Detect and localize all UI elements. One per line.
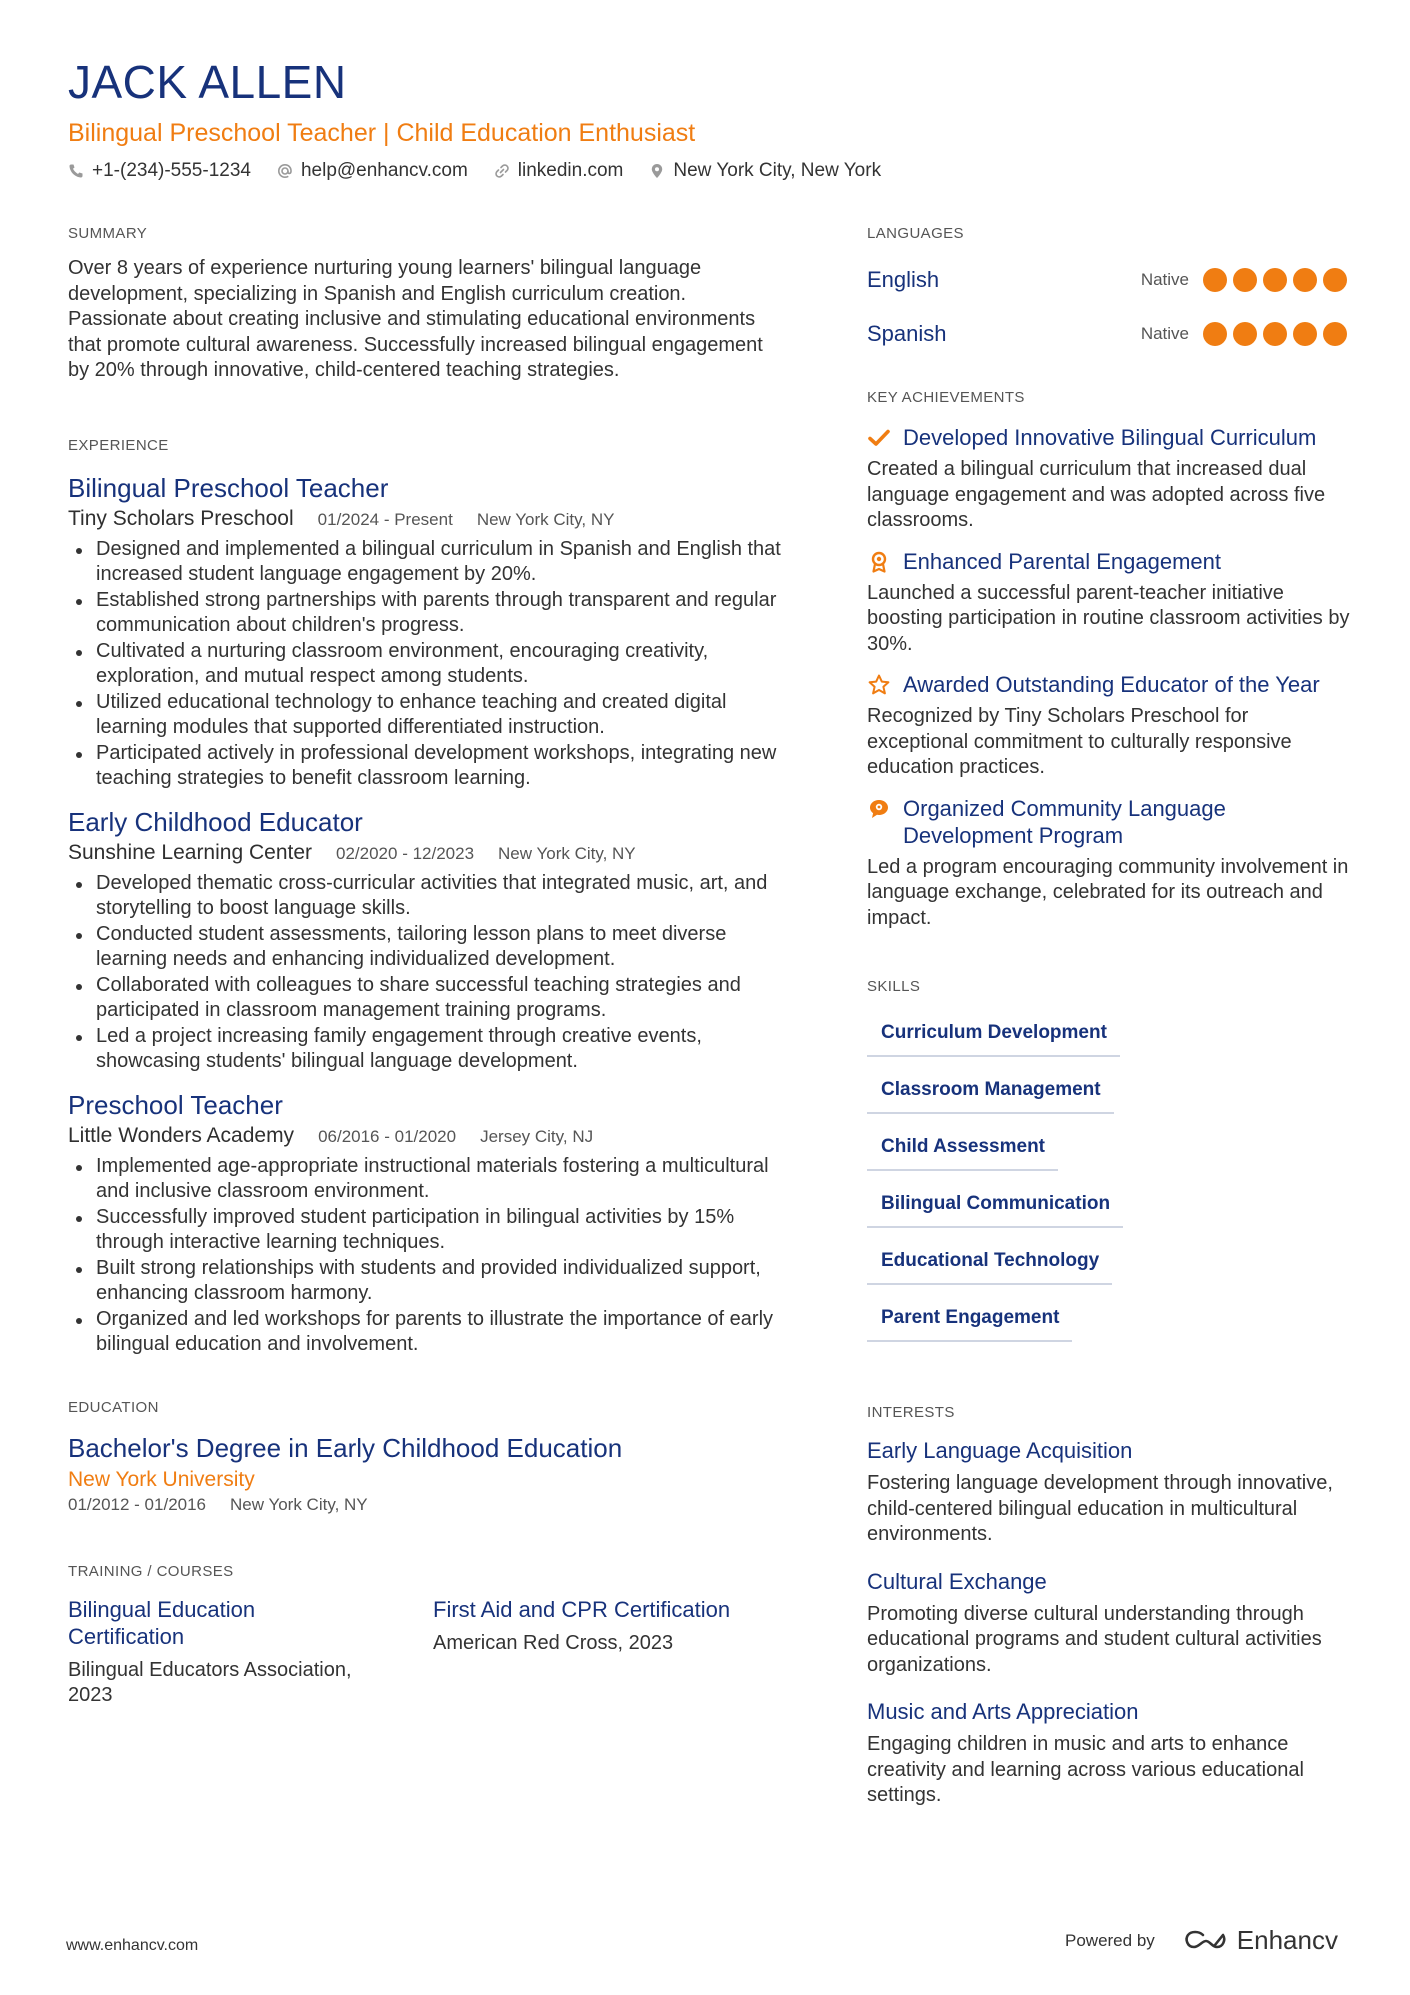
- achievement-title: Organized Community Language Development Program: [903, 795, 1226, 848]
- job-entry: [68, 806, 798, 1075]
- education-location: New York City, NY: [230, 1494, 368, 1514]
- rating-dot: [1293, 268, 1317, 292]
- interest-description: Engaging children in music and arts to enhance creativity and learning across various educational settings.: [867, 1733, 1304, 1806]
- rating-dot: [1203, 268, 1227, 292]
- job-dates: 02/2020 - 12/2023: [336, 843, 475, 863]
- job-location: New York City, NY: [476, 509, 615, 529]
- skill-tag: Bilingual Communication: [867, 1182, 1123, 1228]
- job-dates: 01/2024 - Present: [317, 509, 453, 529]
- language-row: [867, 314, 1347, 354]
- language-level: Native: [1140, 270, 1189, 289]
- skills-heading: SKILLS: [867, 978, 921, 995]
- achievements-section: [867, 386, 1350, 931]
- education-degree: Bachelor's Degree in Early Childhood Education: [68, 1432, 623, 1463]
- skill-tag: Educational Technology: [867, 1239, 1112, 1285]
- star-icon: [867, 673, 891, 697]
- contact-linkedin[interactable]: [494, 158, 624, 184]
- checkmark-icon: [867, 426, 891, 450]
- language-rating: [1203, 268, 1347, 292]
- candidate-name: JACK ALLEN: [68, 56, 347, 108]
- achievement-item: [867, 671, 1347, 781]
- job-company: Tiny Scholars Preschool: [68, 506, 294, 530]
- achievement-header: [867, 795, 1347, 849]
- job-title: Bilingual Preschool Teacher: [68, 472, 389, 503]
- summary-text: Over 8 years of experience nurturing young learners' bilingual language development, specializing in Spanish and English curriculum creation. Passionate about creating inclusive and stimulating educational environments that promote cultural awareness. Successfully increased bilingual engagement by 20% through innovative, child-centered teaching strategies.: [68, 257, 763, 381]
- summary-heading: SUMMARY: [68, 225, 148, 242]
- job-bullet: Collaborated with colleagues to share successful teaching strategies and participated in classroom management training programs.: [68, 973, 798, 1024]
- achievements-heading: KEY ACHIEVEMENTS: [867, 389, 1025, 406]
- job-meta: [68, 839, 798, 867]
- achievement-item: [867, 548, 1350, 658]
- job-bullet: Implemented age-appropriate instructional materials fostering a multicultural and inclusive classroom environment.: [68, 1154, 798, 1205]
- job-bullets: [68, 1154, 798, 1358]
- award-ribbon-icon: [867, 550, 891, 574]
- job-title: Early Childhood Educator: [68, 806, 363, 837]
- contact-phone: [68, 158, 251, 184]
- contact-row: [68, 158, 1348, 184]
- interests-heading: INTERESTS: [867, 1404, 955, 1421]
- job-company: Little Wonders Academy: [68, 1123, 295, 1147]
- rating-dot: [1323, 268, 1347, 292]
- interest-title: Cultural Exchange: [867, 1568, 1047, 1594]
- interest-item: [867, 1698, 1347, 1809]
- job-bullet: Utilized educational technology to enhance teaching and created digital learning modules that supported differentiated instruction.: [68, 690, 798, 741]
- job-bullet: Conducted student assessments, tailoring lesson plans to meet diverse learning needs and enhancing individualized development.: [68, 922, 798, 973]
- language-row: [867, 260, 1347, 300]
- job-bullets: [68, 537, 798, 792]
- job-bullet: Developed thematic cross-curricular activities that integrated music, art, and storytelling to boost language skills.: [68, 871, 798, 922]
- contact-location-text: New York City, New York: [673, 160, 882, 181]
- achievement-item: [867, 795, 1347, 932]
- language-name: English: [867, 267, 940, 292]
- education-section: [68, 1396, 798, 1516]
- rating-dot: [1263, 268, 1287, 292]
- job-bullet: Built strong relationships with students and provided individualized support, enhancing classroom harmony.: [68, 1256, 798, 1307]
- enhancv-logo[interactable]: [1183, 1925, 1338, 1956]
- link-icon: [494, 163, 510, 179]
- skill-tag: Parent Engagement: [867, 1296, 1072, 1342]
- enhancv-logo-icon: [1183, 1929, 1229, 1953]
- skill-tag: Child Assessment: [867, 1125, 1058, 1171]
- footer-website[interactable]: www.enhancv.com: [66, 1937, 199, 1954]
- training-section: [68, 1560, 798, 1709]
- education-dates: 01/2012 - 01/2016: [68, 1494, 207, 1514]
- job-bullets: [68, 871, 798, 1075]
- skill-tag: Classroom Management: [867, 1068, 1114, 1114]
- rating-dot: [1233, 268, 1257, 292]
- training-title: First Aid and CPR Certification: [433, 1596, 731, 1622]
- job-bullet: Successfully improved student participation in bilingual activities by 15% through interactive learning techniques.: [68, 1205, 798, 1256]
- skills-list: [867, 1011, 1367, 1353]
- job-location: Jersey City, NJ: [480, 1126, 594, 1146]
- experience-heading: EXPERIENCE: [68, 436, 169, 454]
- resume-header: [68, 52, 1348, 184]
- achievement-item: [867, 424, 1347, 534]
- training-title: Bilingual Education Certification: [68, 1596, 256, 1649]
- job-title: Preschool Teacher: [68, 1089, 283, 1120]
- training-issuer: Bilingual Educators Association, 2023: [68, 1658, 352, 1706]
- footer-branding: [1065, 1925, 1338, 1956]
- achievement-description: Recognized by Tiny Scholars Preschool for exceptional commitment to culturally responsive education practices.: [867, 705, 1292, 778]
- training-item: [68, 1596, 433, 1709]
- interest-item: [867, 1568, 1347, 1679]
- rating-dot: [1233, 322, 1257, 346]
- job-meta: [68, 505, 798, 533]
- left-column: [68, 222, 798, 1709]
- education-meta: [68, 1494, 798, 1516]
- job-bullet: Participated actively in professional development workshops, integrating new teaching strategies to benefit classroom learning.: [68, 741, 798, 792]
- enhancv-logo-text: Enhancv: [1236, 1925, 1338, 1955]
- contact-email[interactable]: [277, 158, 468, 184]
- achievement-title: Awarded Outstanding Educator of the Year: [903, 672, 1320, 697]
- skill-tag: Curriculum Development: [867, 1011, 1120, 1057]
- interest-title: Music and Arts Appreciation: [867, 1699, 1139, 1724]
- job-bullet: Organized and led workshops for parents to illustrate the importance of early bilingual education and involvement.: [68, 1307, 798, 1358]
- rating-dot: [1203, 322, 1227, 346]
- job-company: Sunshine Learning Center: [68, 840, 313, 864]
- summary-section: [68, 222, 798, 384]
- achievement-description: Created a bilingual curriculum that increased dual language engagement and was adopted across five classrooms.: [867, 458, 1326, 531]
- achievement-header: [867, 671, 1347, 698]
- rating-dot: [1263, 322, 1287, 346]
- powered-by-text: Powered by: [1065, 1930, 1155, 1950]
- language-name: Spanish: [867, 321, 947, 346]
- rating-dot: [1323, 322, 1347, 346]
- training-item: [433, 1596, 798, 1709]
- job-bullet: Cultivated a nurturing classroom environment, encouraging creativity, exploration, and mutual respect among students.: [68, 639, 798, 690]
- language-rating: [1203, 322, 1347, 346]
- language-level: Native: [1140, 324, 1189, 343]
- contact-email-text: help@enhancv.com: [300, 160, 468, 181]
- experience-section: [68, 434, 798, 1358]
- rating-dot: [1293, 322, 1317, 346]
- job-entry: [68, 1089, 798, 1358]
- interest-description: Fostering language development through innovative, child-centered bilingual education in multicultural environments.: [867, 1472, 1333, 1545]
- location-pin-icon: [649, 163, 665, 179]
- at-sign-icon: [277, 163, 293, 179]
- right-column: [867, 222, 1350, 1809]
- interest-description: Promoting diverse cultural understanding through educational programs and student cultural activities organizations.: [867, 1602, 1322, 1676]
- interest-item: [867, 1437, 1347, 1548]
- candidate-headline: Bilingual Preschool Teacher | Child Education Enthusiast: [68, 119, 696, 147]
- training-grid: [68, 1596, 798, 1709]
- contact-location: [649, 158, 881, 184]
- skills-section: [867, 975, 1347, 1353]
- achievement-header: [867, 424, 1347, 451]
- job-bullet: Established strong partnerships with parents through transparent and regular communication about children's progress.: [68, 588, 798, 639]
- achievement-description: Launched a successful parent-teacher initiative boosting participation in routine classroom activities by 30%.: [867, 581, 1350, 655]
- training-heading: TRAINING / COURSES: [68, 1562, 234, 1580]
- achievement-header: [867, 548, 1347, 575]
- contact-phone-text: +1-(234)-555-1234: [92, 160, 251, 181]
- achievement-title: Enhanced Parental Engagement: [903, 548, 1222, 574]
- languages-section: [867, 222, 1347, 354]
- job-dates: 06/2016 - 01/2020: [318, 1126, 457, 1146]
- education-heading: EDUCATION: [68, 1398, 159, 1416]
- interest-title: Early Language Acquisition: [867, 1438, 1133, 1463]
- achievement-title: Developed Innovative Bilingual Curriculum: [903, 425, 1317, 450]
- chat-bubble-icon: [867, 797, 891, 821]
- job-location: New York City, NY: [498, 843, 636, 863]
- training-issuer: American Red Cross, 2023: [433, 1631, 674, 1654]
- phone-icon: [68, 163, 84, 179]
- job-entry: [68, 472, 798, 792]
- job-bullet: Led a project increasing family engagement through creative events, showcasing students' bilingual language development.: [68, 1024, 798, 1075]
- interests-section: [867, 1401, 1347, 1809]
- contact-linkedin-text: linkedin.com: [517, 160, 624, 181]
- achievement-description: Led a program encouraging community involvement in language exchange, celebrated for its outreach and impact.: [867, 855, 1349, 929]
- job-bullet: Designed and implemented a bilingual curriculum in Spanish and English that increased student language engagement by 20%.: [68, 537, 798, 588]
- languages-heading: LANGUAGES: [867, 225, 964, 242]
- education-school: New York University: [68, 1467, 255, 1491]
- job-meta: [68, 1122, 798, 1150]
